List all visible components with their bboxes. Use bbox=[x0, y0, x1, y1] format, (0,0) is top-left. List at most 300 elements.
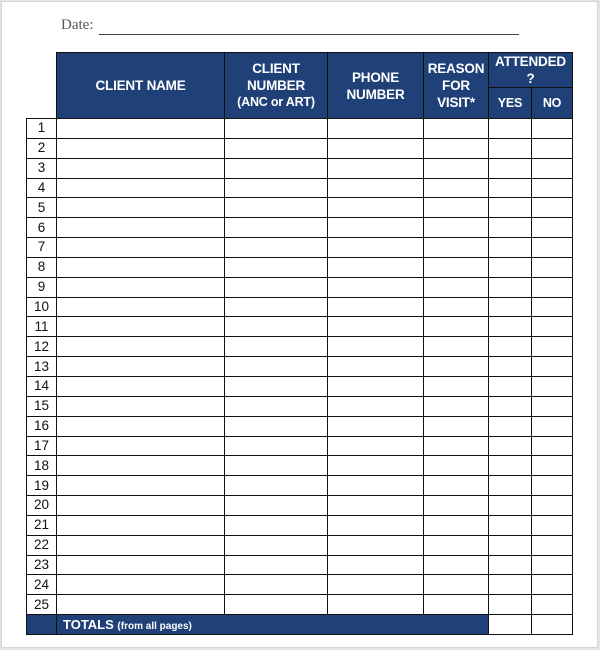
reason-for-visit-input[interactable] bbox=[424, 595, 488, 614]
attended-no-input[interactable] bbox=[532, 516, 572, 535]
client-name-input[interactable] bbox=[57, 456, 224, 475]
reason-for-visit-cell[interactable] bbox=[424, 138, 489, 158]
reason-for-visit-cell[interactable] bbox=[424, 496, 489, 516]
client-number-cell[interactable] bbox=[225, 416, 328, 436]
reason-for-visit-cell[interactable] bbox=[424, 575, 489, 595]
attended-yes-input[interactable] bbox=[489, 298, 531, 317]
attended-no-input[interactable] bbox=[532, 139, 572, 158]
client-number-input[interactable] bbox=[225, 317, 327, 336]
reason-for-visit-input[interactable] bbox=[424, 278, 488, 297]
phone-number-cell[interactable] bbox=[328, 436, 424, 456]
client-number-cell[interactable] bbox=[225, 496, 328, 516]
client-number-input[interactable] bbox=[225, 476, 327, 495]
phone-number-cell[interactable] bbox=[328, 297, 424, 317]
reason-for-visit-input[interactable] bbox=[424, 357, 488, 376]
client-name-cell[interactable] bbox=[57, 396, 225, 416]
attended-no-input[interactable] bbox=[532, 179, 572, 198]
phone-number-cell[interactable] bbox=[328, 575, 424, 595]
client-number-input[interactable] bbox=[225, 119, 327, 138]
client-number-input[interactable] bbox=[225, 377, 327, 396]
phone-number-input[interactable] bbox=[328, 258, 423, 277]
reason-for-visit-cell[interactable] bbox=[424, 376, 489, 396]
client-number-input[interactable] bbox=[225, 417, 327, 436]
attended-no-input[interactable] bbox=[532, 496, 572, 515]
client-number-input[interactable] bbox=[225, 357, 327, 376]
phone-number-cell[interactable] bbox=[328, 476, 424, 496]
attended-yes-cell[interactable] bbox=[489, 436, 532, 456]
client-number-cell[interactable] bbox=[225, 257, 328, 277]
reason-for-visit-cell[interactable] bbox=[424, 119, 489, 139]
reason-for-visit-input[interactable] bbox=[424, 397, 488, 416]
attended-no-input[interactable] bbox=[532, 317, 572, 336]
client-number-input[interactable] bbox=[225, 456, 327, 475]
client-name-cell[interactable] bbox=[57, 496, 225, 516]
attended-no-input[interactable] bbox=[532, 298, 572, 317]
attended-yes-cell[interactable] bbox=[489, 257, 532, 277]
totals-no-input[interactable] bbox=[532, 615, 572, 634]
attended-no-input[interactable] bbox=[532, 159, 572, 178]
phone-number-cell[interactable] bbox=[328, 595, 424, 615]
client-number-cell[interactable] bbox=[225, 535, 328, 555]
client-name-input[interactable] bbox=[57, 179, 224, 198]
phone-number-input[interactable] bbox=[328, 575, 423, 594]
reason-for-visit-cell[interactable] bbox=[424, 357, 489, 377]
attended-no-cell[interactable] bbox=[532, 218, 573, 238]
reason-for-visit-cell[interactable] bbox=[424, 416, 489, 436]
phone-number-cell[interactable] bbox=[328, 496, 424, 516]
client-name-input[interactable] bbox=[57, 575, 224, 594]
client-number-input[interactable] bbox=[225, 536, 327, 555]
attended-yes-input[interactable] bbox=[489, 218, 531, 237]
client-name-input[interactable] bbox=[57, 397, 224, 416]
attended-yes-input[interactable] bbox=[489, 317, 531, 336]
reason-for-visit-input[interactable] bbox=[424, 575, 488, 594]
client-number-input[interactable] bbox=[225, 278, 327, 297]
phone-number-cell[interactable] bbox=[328, 357, 424, 377]
phone-number-input[interactable] bbox=[328, 198, 423, 217]
phone-number-cell[interactable] bbox=[328, 277, 424, 297]
client-name-input[interactable] bbox=[57, 496, 224, 515]
client-number-cell[interactable] bbox=[225, 218, 328, 238]
reason-for-visit-cell[interactable] bbox=[424, 337, 489, 357]
client-number-cell[interactable] bbox=[225, 396, 328, 416]
client-number-input[interactable] bbox=[225, 516, 327, 535]
attended-yes-cell[interactable] bbox=[489, 357, 532, 377]
attended-yes-cell[interactable] bbox=[489, 119, 532, 139]
phone-number-input[interactable] bbox=[328, 357, 423, 376]
client-name-cell[interactable] bbox=[57, 178, 225, 198]
reason-for-visit-cell[interactable] bbox=[424, 396, 489, 416]
client-name-input[interactable] bbox=[57, 278, 224, 297]
reason-for-visit-input[interactable] bbox=[424, 298, 488, 317]
phone-number-cell[interactable] bbox=[328, 257, 424, 277]
phone-number-cell[interactable] bbox=[328, 138, 424, 158]
attended-yes-input[interactable] bbox=[489, 258, 531, 277]
phone-number-input[interactable] bbox=[328, 119, 423, 138]
client-number-input[interactable] bbox=[225, 198, 327, 217]
client-name-cell[interactable] bbox=[57, 357, 225, 377]
attended-no-input[interactable] bbox=[532, 238, 572, 257]
phone-number-input[interactable] bbox=[328, 159, 423, 178]
attended-no-cell[interactable] bbox=[532, 515, 573, 535]
attended-no-cell[interactable] bbox=[532, 376, 573, 396]
client-number-input[interactable] bbox=[225, 397, 327, 416]
attended-yes-cell[interactable] bbox=[489, 337, 532, 357]
reason-for-visit-cell[interactable] bbox=[424, 535, 489, 555]
phone-number-cell[interactable] bbox=[328, 337, 424, 357]
attended-yes-cell[interactable] bbox=[489, 476, 532, 496]
reason-for-visit-input[interactable] bbox=[424, 218, 488, 237]
attended-yes-cell[interactable] bbox=[489, 158, 532, 178]
attended-no-input[interactable] bbox=[532, 337, 572, 356]
attended-yes-cell[interactable] bbox=[489, 317, 532, 337]
client-number-cell[interactable] bbox=[225, 575, 328, 595]
client-name-input[interactable] bbox=[57, 357, 224, 376]
attended-yes-input[interactable] bbox=[489, 198, 531, 217]
attended-yes-input[interactable] bbox=[489, 179, 531, 198]
phone-number-input[interactable] bbox=[328, 397, 423, 416]
reason-for-visit-input[interactable] bbox=[424, 139, 488, 158]
attended-no-cell[interactable] bbox=[532, 178, 573, 198]
reason-for-visit-input[interactable] bbox=[424, 456, 488, 475]
attended-no-cell[interactable] bbox=[532, 119, 573, 139]
client-name-input[interactable] bbox=[57, 298, 224, 317]
attended-yes-input[interactable] bbox=[489, 357, 531, 376]
attended-no-input[interactable] bbox=[532, 198, 572, 217]
phone-number-cell[interactable] bbox=[328, 535, 424, 555]
client-name-input[interactable] bbox=[57, 119, 224, 138]
client-name-input[interactable] bbox=[57, 556, 224, 575]
client-number-input[interactable] bbox=[225, 496, 327, 515]
phone-number-input[interactable] bbox=[328, 139, 423, 158]
phone-number-cell[interactable] bbox=[328, 218, 424, 238]
attended-yes-input[interactable] bbox=[489, 496, 531, 515]
attended-yes-input[interactable] bbox=[489, 397, 531, 416]
phone-number-input[interactable] bbox=[328, 476, 423, 495]
attended-no-cell[interactable] bbox=[532, 257, 573, 277]
reason-for-visit-input[interactable] bbox=[424, 179, 488, 198]
client-number-cell[interactable] bbox=[225, 515, 328, 535]
client-name-input[interactable] bbox=[57, 595, 224, 614]
reason-for-visit-cell[interactable] bbox=[424, 476, 489, 496]
reason-for-visit-input[interactable] bbox=[424, 556, 488, 575]
attended-no-input[interactable] bbox=[532, 278, 572, 297]
attended-yes-cell[interactable] bbox=[489, 515, 532, 535]
client-name-cell[interactable] bbox=[57, 416, 225, 436]
client-number-input[interactable] bbox=[225, 437, 327, 456]
attended-no-cell[interactable] bbox=[532, 496, 573, 516]
attended-yes-cell[interactable] bbox=[489, 376, 532, 396]
attended-no-cell[interactable] bbox=[532, 555, 573, 575]
phone-number-input[interactable] bbox=[328, 437, 423, 456]
attended-yes-cell[interactable] bbox=[489, 575, 532, 595]
client-number-cell[interactable] bbox=[225, 376, 328, 396]
client-number-cell[interactable] bbox=[225, 119, 328, 139]
reason-for-visit-input[interactable] bbox=[424, 516, 488, 535]
client-number-cell[interactable] bbox=[225, 158, 328, 178]
client-name-cell[interactable] bbox=[57, 138, 225, 158]
phone-number-input[interactable] bbox=[328, 238, 423, 257]
attended-yes-input[interactable] bbox=[489, 437, 531, 456]
attended-no-cell[interactable] bbox=[532, 357, 573, 377]
client-number-input[interactable] bbox=[225, 238, 327, 257]
attended-no-cell[interactable] bbox=[532, 238, 573, 258]
client-name-input[interactable] bbox=[57, 198, 224, 217]
client-name-cell[interactable] bbox=[57, 198, 225, 218]
attended-yes-input[interactable] bbox=[489, 556, 531, 575]
phone-number-input[interactable] bbox=[328, 595, 423, 614]
attended-yes-cell[interactable] bbox=[489, 535, 532, 555]
attended-no-input[interactable] bbox=[532, 258, 572, 277]
phone-number-cell[interactable] bbox=[328, 416, 424, 436]
attended-yes-input[interactable] bbox=[489, 536, 531, 555]
client-number-cell[interactable] bbox=[225, 238, 328, 258]
attended-no-input[interactable] bbox=[532, 218, 572, 237]
attended-no-cell[interactable] bbox=[532, 317, 573, 337]
attended-no-cell[interactable] bbox=[532, 198, 573, 218]
totals-no-cell[interactable] bbox=[532, 615, 573, 635]
client-number-input[interactable] bbox=[225, 595, 327, 614]
client-name-cell[interactable] bbox=[57, 595, 225, 615]
reason-for-visit-input[interactable] bbox=[424, 317, 488, 336]
client-name-input[interactable] bbox=[57, 317, 224, 336]
attended-yes-input[interactable] bbox=[489, 476, 531, 495]
client-name-input[interactable] bbox=[57, 258, 224, 277]
client-name-cell[interactable] bbox=[57, 158, 225, 178]
reason-for-visit-cell[interactable] bbox=[424, 218, 489, 238]
attended-no-input[interactable] bbox=[532, 437, 572, 456]
client-name-cell[interactable] bbox=[57, 555, 225, 575]
client-name-cell[interactable] bbox=[57, 376, 225, 396]
phone-number-input[interactable] bbox=[328, 516, 423, 535]
client-number-cell[interactable] bbox=[225, 595, 328, 615]
reason-for-visit-input[interactable] bbox=[424, 238, 488, 257]
reason-for-visit-cell[interactable] bbox=[424, 515, 489, 535]
attended-yes-input[interactable] bbox=[489, 595, 531, 614]
attended-no-cell[interactable] bbox=[532, 575, 573, 595]
attended-yes-cell[interactable] bbox=[489, 138, 532, 158]
client-number-input[interactable] bbox=[225, 139, 327, 158]
client-number-cell[interactable] bbox=[225, 277, 328, 297]
reason-for-visit-input[interactable] bbox=[424, 496, 488, 515]
client-number-input[interactable] bbox=[225, 179, 327, 198]
attended-yes-input[interactable] bbox=[489, 456, 531, 475]
reason-for-visit-input[interactable] bbox=[424, 417, 488, 436]
reason-for-visit-cell[interactable] bbox=[424, 297, 489, 317]
attended-yes-cell[interactable] bbox=[489, 396, 532, 416]
attended-no-input[interactable] bbox=[532, 119, 572, 138]
reason-for-visit-input[interactable] bbox=[424, 159, 488, 178]
phone-number-input[interactable] bbox=[328, 536, 423, 555]
client-name-input[interactable] bbox=[57, 159, 224, 178]
phone-number-cell[interactable] bbox=[328, 317, 424, 337]
attended-yes-cell[interactable] bbox=[489, 297, 532, 317]
client-number-cell[interactable] bbox=[225, 476, 328, 496]
attended-yes-cell[interactable] bbox=[489, 198, 532, 218]
reason-for-visit-cell[interactable] bbox=[424, 257, 489, 277]
client-name-input[interactable] bbox=[57, 417, 224, 436]
reason-for-visit-cell[interactable] bbox=[424, 158, 489, 178]
attended-no-input[interactable] bbox=[532, 456, 572, 475]
attended-no-cell[interactable] bbox=[532, 396, 573, 416]
attended-yes-input[interactable] bbox=[489, 278, 531, 297]
client-number-cell[interactable] bbox=[225, 297, 328, 317]
attended-yes-input[interactable] bbox=[489, 516, 531, 535]
attended-yes-input[interactable] bbox=[489, 139, 531, 158]
attended-yes-cell[interactable] bbox=[489, 238, 532, 258]
attended-no-cell[interactable] bbox=[532, 158, 573, 178]
client-name-input[interactable] bbox=[57, 218, 224, 237]
phone-number-input[interactable] bbox=[328, 556, 423, 575]
client-name-input[interactable] bbox=[57, 377, 224, 396]
phone-number-cell[interactable] bbox=[328, 456, 424, 476]
phone-number-input[interactable] bbox=[328, 317, 423, 336]
phone-number-input[interactable] bbox=[328, 179, 423, 198]
client-number-cell[interactable] bbox=[225, 178, 328, 198]
attended-yes-cell[interactable] bbox=[489, 456, 532, 476]
reason-for-visit-input[interactable] bbox=[424, 476, 488, 495]
reason-for-visit-cell[interactable] bbox=[424, 436, 489, 456]
totals-yes-cell[interactable] bbox=[489, 615, 532, 635]
attended-yes-input[interactable] bbox=[489, 238, 531, 257]
attended-yes-cell[interactable] bbox=[489, 178, 532, 198]
attended-yes-input[interactable] bbox=[489, 575, 531, 594]
client-name-input[interactable] bbox=[57, 238, 224, 257]
reason-for-visit-input[interactable] bbox=[424, 119, 488, 138]
phone-number-input[interactable] bbox=[328, 298, 423, 317]
client-number-input[interactable] bbox=[225, 556, 327, 575]
client-number-cell[interactable] bbox=[225, 337, 328, 357]
attended-yes-input[interactable] bbox=[489, 119, 531, 138]
client-name-cell[interactable] bbox=[57, 535, 225, 555]
client-name-cell[interactable] bbox=[57, 238, 225, 258]
phone-number-input[interactable] bbox=[328, 417, 423, 436]
reason-for-visit-input[interactable] bbox=[424, 377, 488, 396]
attended-no-cell[interactable] bbox=[532, 436, 573, 456]
client-number-cell[interactable] bbox=[225, 357, 328, 377]
reason-for-visit-cell[interactable] bbox=[424, 555, 489, 575]
client-number-cell[interactable] bbox=[225, 138, 328, 158]
attended-no-input[interactable] bbox=[532, 575, 572, 594]
reason-for-visit-input[interactable] bbox=[424, 337, 488, 356]
attended-yes-cell[interactable] bbox=[489, 277, 532, 297]
attended-no-input[interactable] bbox=[532, 476, 572, 495]
phone-number-input[interactable] bbox=[328, 456, 423, 475]
attended-yes-input[interactable] bbox=[489, 417, 531, 436]
phone-number-input[interactable] bbox=[328, 377, 423, 396]
attended-yes-cell[interactable] bbox=[489, 555, 532, 575]
attended-no-cell[interactable] bbox=[532, 337, 573, 357]
attended-no-input[interactable] bbox=[532, 397, 572, 416]
date-input[interactable] bbox=[99, 16, 519, 34]
client-name-cell[interactable] bbox=[57, 218, 225, 238]
client-name-cell[interactable] bbox=[57, 456, 225, 476]
client-name-cell[interactable] bbox=[57, 119, 225, 139]
reason-for-visit-cell[interactable] bbox=[424, 277, 489, 297]
phone-number-cell[interactable] bbox=[328, 555, 424, 575]
phone-number-cell[interactable] bbox=[328, 396, 424, 416]
attended-no-cell[interactable] bbox=[532, 277, 573, 297]
phone-number-cell[interactable] bbox=[328, 376, 424, 396]
attended-yes-cell[interactable] bbox=[489, 496, 532, 516]
totals-yes-input[interactable] bbox=[489, 615, 531, 634]
client-name-input[interactable] bbox=[57, 516, 224, 535]
client-name-cell[interactable] bbox=[57, 277, 225, 297]
attended-no-cell[interactable] bbox=[532, 416, 573, 436]
reason-for-visit-cell[interactable] bbox=[424, 456, 489, 476]
reason-for-visit-cell[interactable] bbox=[424, 238, 489, 258]
attended-no-cell[interactable] bbox=[532, 297, 573, 317]
phone-number-cell[interactable] bbox=[328, 238, 424, 258]
client-number-input[interactable] bbox=[225, 159, 327, 178]
attended-no-cell[interactable] bbox=[532, 476, 573, 496]
client-name-cell[interactable] bbox=[57, 337, 225, 357]
attended-no-input[interactable] bbox=[532, 357, 572, 376]
phone-number-input[interactable] bbox=[328, 337, 423, 356]
phone-number-cell[interactable] bbox=[328, 158, 424, 178]
client-number-input[interactable] bbox=[225, 218, 327, 237]
client-number-cell[interactable] bbox=[225, 555, 328, 575]
attended-yes-input[interactable] bbox=[489, 337, 531, 356]
attended-yes-cell[interactable] bbox=[489, 218, 532, 238]
attended-no-cell[interactable] bbox=[532, 535, 573, 555]
reason-for-visit-cell[interactable] bbox=[424, 198, 489, 218]
client-name-cell[interactable] bbox=[57, 575, 225, 595]
attended-yes-cell[interactable] bbox=[489, 595, 532, 615]
client-name-input[interactable] bbox=[57, 536, 224, 555]
attended-no-input[interactable] bbox=[532, 595, 572, 614]
reason-for-visit-cell[interactable] bbox=[424, 317, 489, 337]
client-number-cell[interactable] bbox=[225, 317, 328, 337]
client-number-cell[interactable] bbox=[225, 436, 328, 456]
reason-for-visit-input[interactable] bbox=[424, 536, 488, 555]
client-name-cell[interactable] bbox=[57, 317, 225, 337]
client-name-cell[interactable] bbox=[57, 515, 225, 535]
reason-for-visit-input[interactable] bbox=[424, 198, 488, 217]
client-name-cell[interactable] bbox=[57, 436, 225, 456]
client-name-cell[interactable] bbox=[57, 297, 225, 317]
client-name-cell[interactable] bbox=[57, 257, 225, 277]
client-name-input[interactable] bbox=[57, 139, 224, 158]
phone-number-input[interactable] bbox=[328, 496, 423, 515]
phone-number-cell[interactable] bbox=[328, 178, 424, 198]
reason-for-visit-input[interactable] bbox=[424, 258, 488, 277]
client-name-input[interactable] bbox=[57, 437, 224, 456]
attended-no-cell[interactable] bbox=[532, 138, 573, 158]
attended-yes-input[interactable] bbox=[489, 159, 531, 178]
reason-for-visit-input[interactable] bbox=[424, 437, 488, 456]
phone-number-input[interactable] bbox=[328, 278, 423, 297]
client-number-input[interactable] bbox=[225, 337, 327, 356]
attended-no-cell[interactable] bbox=[532, 595, 573, 615]
client-name-input[interactable] bbox=[57, 337, 224, 356]
attended-no-cell[interactable] bbox=[532, 456, 573, 476]
reason-for-visit-cell[interactable] bbox=[424, 595, 489, 615]
phone-number-cell[interactable] bbox=[328, 515, 424, 535]
client-number-input[interactable] bbox=[225, 575, 327, 594]
client-name-input[interactable] bbox=[57, 476, 224, 495]
reason-for-visit-cell[interactable] bbox=[424, 178, 489, 198]
attended-yes-input[interactable] bbox=[489, 377, 531, 396]
client-number-input[interactable] bbox=[225, 298, 327, 317]
phone-number-cell[interactable] bbox=[328, 198, 424, 218]
client-number-input[interactable] bbox=[225, 258, 327, 277]
attended-yes-cell[interactable] bbox=[489, 416, 532, 436]
attended-no-input[interactable] bbox=[532, 417, 572, 436]
client-number-cell[interactable] bbox=[225, 456, 328, 476]
phone-number-input[interactable] bbox=[328, 218, 423, 237]
client-name-cell[interactable] bbox=[57, 476, 225, 496]
